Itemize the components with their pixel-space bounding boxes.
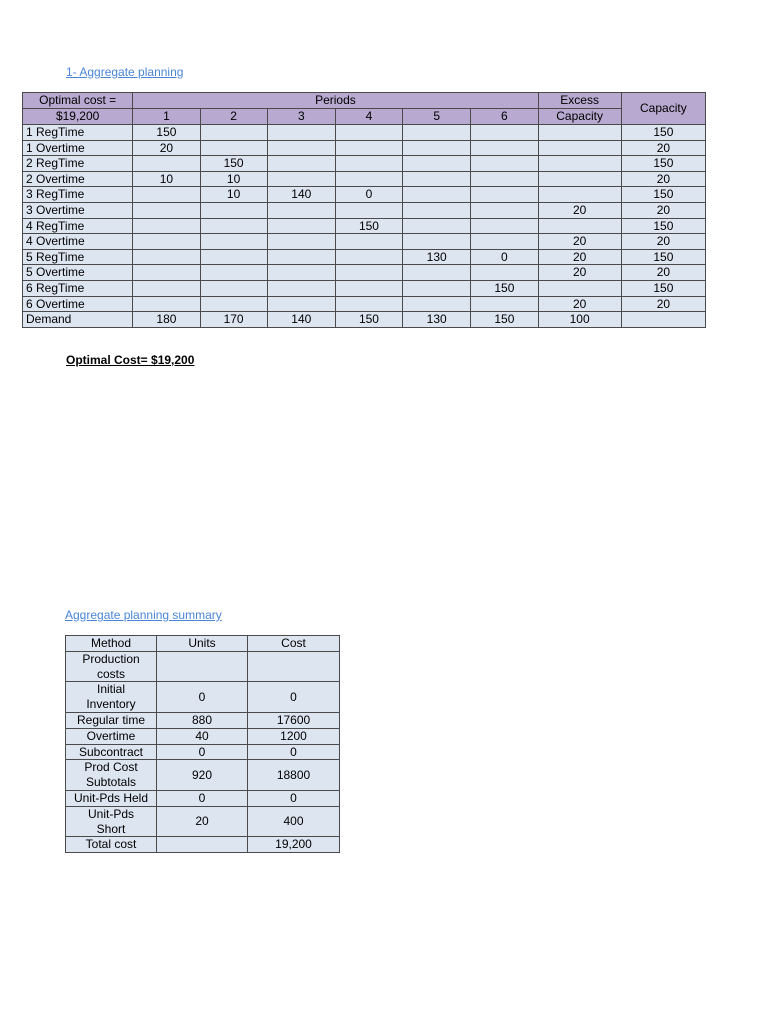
row-label: 4 RegTime — [23, 218, 133, 234]
table-row — [66, 682, 340, 713]
summary-units-cell: 20 — [157, 806, 248, 837]
capacity-cell — [621, 312, 705, 328]
summary-units-cell: 880 — [157, 712, 248, 728]
period-cell — [471, 156, 538, 172]
period-cell — [267, 156, 335, 172]
period-cell — [267, 265, 335, 281]
period-cell — [471, 171, 538, 187]
method-line: Inventory — [86, 697, 136, 712]
capacity-cell: 20 — [621, 296, 705, 312]
period-cell — [403, 265, 471, 281]
excess-capacity-cell: 20 — [538, 265, 621, 281]
capacity-cell: 20 — [621, 171, 705, 187]
summary-cost-cell: 0 — [248, 682, 340, 713]
period-cell: 10 — [200, 171, 267, 187]
period-cell: 150 — [335, 312, 402, 328]
period-cell — [133, 296, 200, 312]
period-cell — [200, 280, 267, 296]
period-cell: 10 — [200, 187, 267, 203]
excess-capacity-cell: 20 — [538, 234, 621, 250]
summary-cost-cell: 18800 — [248, 760, 340, 791]
row-label: 1 Overtime — [23, 140, 133, 156]
summary-header-method: Method — [66, 636, 157, 652]
period-cell: 150 — [471, 280, 538, 296]
section-heading-summary[interactable]: Aggregate planning summary — [65, 608, 222, 622]
excess-capacity-cell — [538, 187, 621, 203]
excess-capacity-cell — [538, 140, 621, 156]
summary-cost-cell: 17600 — [248, 712, 340, 728]
period-cell — [335, 125, 402, 141]
optimal-cost-value-header: $19,200 — [23, 109, 133, 125]
capacity-header: Capacity — [621, 93, 705, 125]
period-cell — [133, 234, 200, 250]
row-label: 3 Overtime — [23, 202, 133, 218]
period-number: 2 — [200, 109, 267, 125]
table-row — [23, 187, 706, 203]
summary-method-cell — [66, 682, 157, 713]
summary-method-cell — [66, 837, 157, 853]
period-number: 5 — [403, 109, 471, 125]
period-cell: 140 — [267, 312, 335, 328]
capacity-cell: 20 — [621, 234, 705, 250]
row-label: 3 RegTime — [23, 187, 133, 203]
summary-units-cell: 0 — [157, 682, 248, 713]
summary-header-units: Units — [157, 636, 248, 652]
method-line: Subcontract — [78, 744, 144, 759]
summary-method-cell — [66, 712, 157, 728]
period-cell — [471, 125, 538, 141]
summary-units-cell: 40 — [157, 728, 248, 744]
excess-capacity-cell — [538, 171, 621, 187]
period-cell: 130 — [403, 312, 471, 328]
summary-cost-cell: 19,200 — [248, 837, 340, 853]
table-row — [23, 171, 706, 187]
period-cell — [335, 234, 402, 250]
excess-capacity-cell — [538, 218, 621, 234]
table-row — [66, 837, 340, 853]
period-cell: 130 — [403, 249, 471, 265]
period-cell — [133, 187, 200, 203]
period-cell — [471, 296, 538, 312]
table-row — [23, 218, 706, 234]
period-cell — [200, 140, 267, 156]
period-cell: 0 — [471, 249, 538, 265]
period-cell — [403, 156, 471, 172]
table-row — [23, 280, 706, 296]
capacity-cell: 150 — [621, 125, 705, 141]
period-cell — [200, 234, 267, 250]
row-label: 5 Overtime — [23, 265, 133, 281]
summary-cost-cell — [248, 651, 340, 682]
aggregate-summary-table — [65, 635, 340, 853]
row-label: 5 RegTime — [23, 249, 133, 265]
period-cell: 0 — [335, 187, 402, 203]
summary-cost-cell: 400 — [248, 806, 340, 837]
period-cell — [200, 125, 267, 141]
capacity-cell: 150 — [621, 249, 705, 265]
period-cell — [335, 265, 402, 281]
period-cell — [267, 202, 335, 218]
period-cell: 10 — [133, 171, 200, 187]
period-cell — [403, 171, 471, 187]
excess-capacity-cell: 20 — [538, 249, 621, 265]
period-cell — [335, 249, 402, 265]
table-row — [23, 234, 706, 250]
summary-cost-cell: 1200 — [248, 728, 340, 744]
summary-units-cell — [157, 651, 248, 682]
period-cell — [335, 202, 402, 218]
table-row — [23, 125, 706, 141]
period-cell: 150 — [471, 312, 538, 328]
table-row — [66, 712, 340, 728]
period-cell — [471, 202, 538, 218]
table-row — [66, 760, 340, 791]
summary-method-cell — [66, 806, 157, 837]
table-row — [66, 651, 340, 682]
capacity-cell: 150 — [621, 187, 705, 203]
row-label: 2 Overtime — [23, 171, 133, 187]
period-cell — [200, 202, 267, 218]
summary-units-cell — [157, 837, 248, 853]
summary-units-cell: 0 — [157, 744, 248, 760]
summary-method-cell — [66, 790, 157, 806]
period-cell — [200, 218, 267, 234]
row-label: 6 RegTime — [23, 280, 133, 296]
capacity-cell: 150 — [621, 218, 705, 234]
period-cell: 140 — [267, 187, 335, 203]
period-cell — [267, 125, 335, 141]
period-cell — [200, 296, 267, 312]
period-cell — [200, 249, 267, 265]
period-cell — [335, 280, 402, 296]
period-cell — [335, 296, 402, 312]
period-cell — [471, 140, 538, 156]
excess-capacity-cell — [538, 156, 621, 172]
summary-method-cell — [66, 651, 157, 682]
row-label: 6 Overtime — [23, 296, 133, 312]
summary-method-cell — [66, 760, 157, 791]
summary-units-cell: 0 — [157, 790, 248, 806]
method-line: costs — [96, 666, 125, 681]
period-cell: 150 — [335, 218, 402, 234]
period-cell — [403, 234, 471, 250]
excess-capacity-cell: 20 — [538, 202, 621, 218]
row-label: 2 RegTime — [23, 156, 133, 172]
period-cell — [267, 296, 335, 312]
summary-method-cell — [66, 728, 157, 744]
summary-units-cell: 920 — [157, 760, 248, 791]
method-line: Production — [82, 651, 140, 666]
period-cell — [133, 156, 200, 172]
period-cell — [403, 296, 471, 312]
period-cell — [267, 280, 335, 296]
excess-capacity-cell — [538, 280, 621, 296]
table-row — [23, 156, 706, 172]
period-cell — [133, 218, 200, 234]
period-cell — [403, 187, 471, 203]
period-cell — [267, 249, 335, 265]
period-cell — [403, 125, 471, 141]
method-line: Unit-Pds — [87, 806, 134, 821]
capacity-cell: 150 — [621, 156, 705, 172]
period-cell — [403, 280, 471, 296]
table-row — [23, 140, 706, 156]
period-cell — [403, 202, 471, 218]
table-row — [23, 312, 706, 328]
table-row — [66, 806, 340, 837]
period-cell — [267, 234, 335, 250]
row-label: Demand — [23, 312, 133, 328]
summary-header-cost: Cost — [248, 636, 340, 652]
period-cell — [471, 187, 538, 203]
method-line: Initial — [96, 682, 125, 697]
period-cell — [335, 156, 402, 172]
period-cell — [471, 265, 538, 281]
table-row — [23, 296, 706, 312]
excess-capacity-header-line2: Capacity — [538, 109, 621, 125]
method-line: Subtotals — [85, 775, 137, 790]
excess-capacity-cell: 20 — [538, 296, 621, 312]
period-cell: 180 — [133, 312, 200, 328]
summary-method-cell — [66, 744, 157, 760]
period-number: 6 — [471, 109, 538, 125]
row-label: 1 RegTime — [23, 125, 133, 141]
periods-header: Periods — [133, 93, 538, 109]
optimal-cost-text: Optimal Cost= $19,200 — [66, 353, 195, 367]
excess-capacity-header-line1: Excess — [538, 93, 621, 109]
period-cell — [133, 265, 200, 281]
period-cell — [335, 140, 402, 156]
row-label: 4 Overtime — [23, 234, 133, 250]
method-line: Short — [96, 821, 126, 836]
period-number: 1 — [133, 109, 200, 125]
period-cell — [335, 171, 402, 187]
method-line: Total cost — [85, 837, 137, 852]
period-cell — [267, 171, 335, 187]
period-cell: 20 — [133, 140, 200, 156]
method-line: Overtime — [86, 728, 136, 743]
method-line: Unit-Pds Held — [73, 790, 149, 805]
period-cell — [267, 218, 335, 234]
period-cell — [267, 140, 335, 156]
period-cell — [471, 234, 538, 250]
summary-cost-cell: 0 — [248, 744, 340, 760]
period-cell — [133, 202, 200, 218]
period-number: 3 — [267, 109, 335, 125]
aggregate-planning-table — [22, 92, 706, 328]
summary-cost-cell: 0 — [248, 790, 340, 806]
capacity-cell: 20 — [621, 140, 705, 156]
period-cell: 150 — [133, 125, 200, 141]
optimal-cost-header: Optimal cost = — [23, 93, 133, 109]
period-number: 4 — [335, 109, 402, 125]
period-cell — [200, 265, 267, 281]
section-heading-aggregate-planning[interactable]: 1- Aggregate planning — [66, 65, 184, 79]
capacity-cell: 20 — [621, 265, 705, 281]
period-cell: 150 — [200, 156, 267, 172]
method-line: Regular time — [76, 712, 146, 727]
capacity-cell: 150 — [621, 280, 705, 296]
table-row — [66, 744, 340, 760]
method-line: Prod Cost — [84, 760, 138, 775]
period-cell — [471, 218, 538, 234]
table-row — [23, 202, 706, 218]
table-row — [23, 249, 706, 265]
period-cell: 170 — [200, 312, 267, 328]
period-cell — [133, 280, 200, 296]
excess-capacity-cell — [538, 125, 621, 141]
table-row — [66, 728, 340, 744]
table-row — [66, 790, 340, 806]
table-row — [23, 265, 706, 281]
excess-capacity-cell: 100 — [538, 312, 621, 328]
capacity-cell: 20 — [621, 202, 705, 218]
period-cell — [133, 249, 200, 265]
period-cell — [403, 140, 471, 156]
period-cell — [403, 218, 471, 234]
